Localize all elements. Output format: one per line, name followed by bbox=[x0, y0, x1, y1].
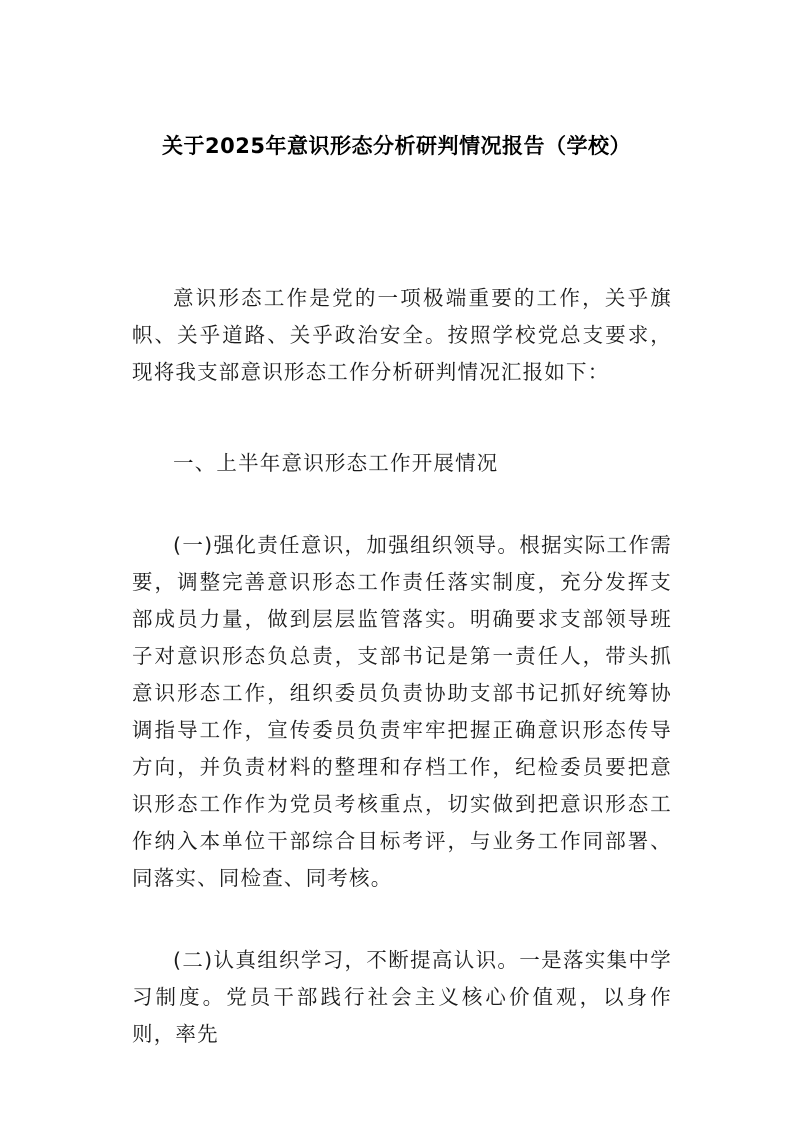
paragraph-2-block bbox=[132, 942, 672, 1053]
paragraph-1: (一)强化责任意识，加强组织领导。根据实际工作需要，调整完善意识形态工作责任落实制度，充分发挥支部成员力量，做到层层监管落实。明确要求支部领导班子对意识形态负总责，支部书记是第一责任人，带头抓意识形态工作，组织委员负责协助支部书记抓好统筹协调指导工作，宣传委员负责牢牢把握正确意识形态传导方向，并负责材料的整理和存档工作，纪检委员要把意识形态工作作为党员考核重点，切实做到把意识形态工作纳入本单位干部综合目标考评，与业务工作同部署、同落实、同检查、同考核。 bbox=[132, 533, 672, 890]
section-1-heading: 一、上半年意识形态工作开展情况 bbox=[173, 451, 499, 475]
intro-paragraph: 意识形态工作是党的一项极端重要的工作，关乎旗帜、关乎道路、关乎政治安全。按照学校党总支要求，现将我支部意识形态工作分析研判情况汇报如下： bbox=[132, 286, 672, 384]
intro-block bbox=[132, 280, 672, 391]
section-heading-block bbox=[132, 445, 672, 482]
paragraph-2: (二)认真组织学习，不断提高认识。一是落实集中学习制度。党员干部践行社会主义核心价值观，以身作则，率先 bbox=[132, 948, 672, 1046]
document-title: 关于2025年意识形态分析研判情况报告（学校） bbox=[162, 134, 631, 158]
paragraph-1-block bbox=[132, 527, 672, 897]
